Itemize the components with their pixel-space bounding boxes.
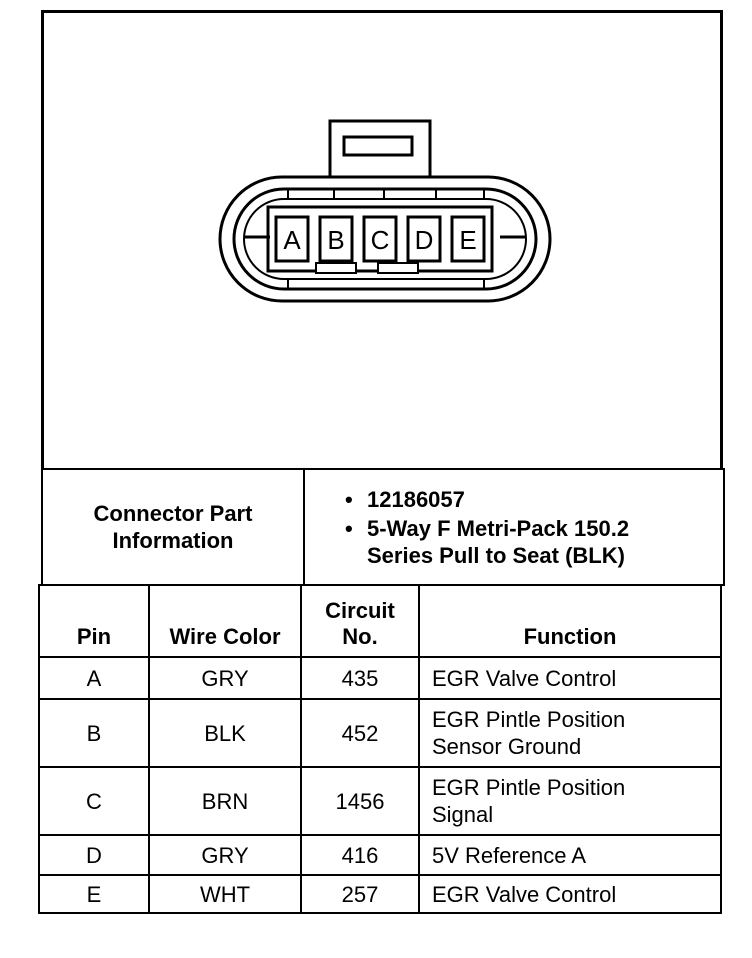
table-row xyxy=(39,875,721,913)
header-pin: Pin xyxy=(39,585,149,657)
cell-wire-color: BRN xyxy=(149,767,301,835)
pin-label-b: B xyxy=(327,225,345,255)
connector-part-info-table xyxy=(41,468,725,586)
table-row xyxy=(39,767,721,835)
header-wire-color: Wire Color xyxy=(149,585,301,657)
pin-label-e: E xyxy=(459,225,477,255)
pin-label-a: A xyxy=(283,225,301,255)
part-number: 12186057 xyxy=(367,486,465,512)
cell-wire-color: WHT xyxy=(149,875,301,913)
part-info-details: • 12186057 • 5-Way F Metri-Pack 150.2 Series Pull to Seat (BLK) xyxy=(304,469,724,585)
table-row xyxy=(39,699,721,767)
cell-pin: C xyxy=(39,767,149,835)
cell-pin: D xyxy=(39,835,149,875)
cell-circuit: 257 xyxy=(301,875,419,913)
header-circuit: Circuit No. xyxy=(301,585,419,657)
part-description: 5-Way F Metri-Pack 150.2 Series Pull to Seat (BLK) xyxy=(367,515,630,568)
pin-label-d: D xyxy=(414,225,434,255)
cell-function: EGR Valve Control xyxy=(419,875,721,913)
cell-wire-color: BLK xyxy=(149,699,301,767)
cell-function: EGR Pintle Position Sensor Ground xyxy=(419,699,721,767)
cell-wire-color: GRY xyxy=(149,657,301,699)
header-function: Function xyxy=(419,585,721,657)
cell-circuit: 435 xyxy=(301,657,419,699)
cell-pin: A xyxy=(39,657,149,699)
cell-pin: B xyxy=(39,699,149,767)
cell-wire-color: GRY xyxy=(149,835,301,875)
pinout-header-row xyxy=(39,585,721,657)
cell-function: EGR Pintle Position Signal xyxy=(419,767,721,835)
table-row xyxy=(39,835,721,875)
cell-function: 5V Reference A xyxy=(419,835,721,875)
connector-drawing xyxy=(44,13,726,473)
connector-diagram-frame xyxy=(41,10,723,470)
cell-circuit: 1456 xyxy=(301,767,419,835)
cell-circuit: 416 xyxy=(301,835,419,875)
cell-circuit: 452 xyxy=(301,699,419,767)
cell-function: EGR Valve Control xyxy=(419,657,721,699)
cell-pin: E xyxy=(39,875,149,913)
pin-label-c: C xyxy=(370,225,390,255)
table-row xyxy=(39,657,721,699)
part-info-label: Connector Part Information xyxy=(42,469,304,585)
pinout-table xyxy=(38,584,722,914)
